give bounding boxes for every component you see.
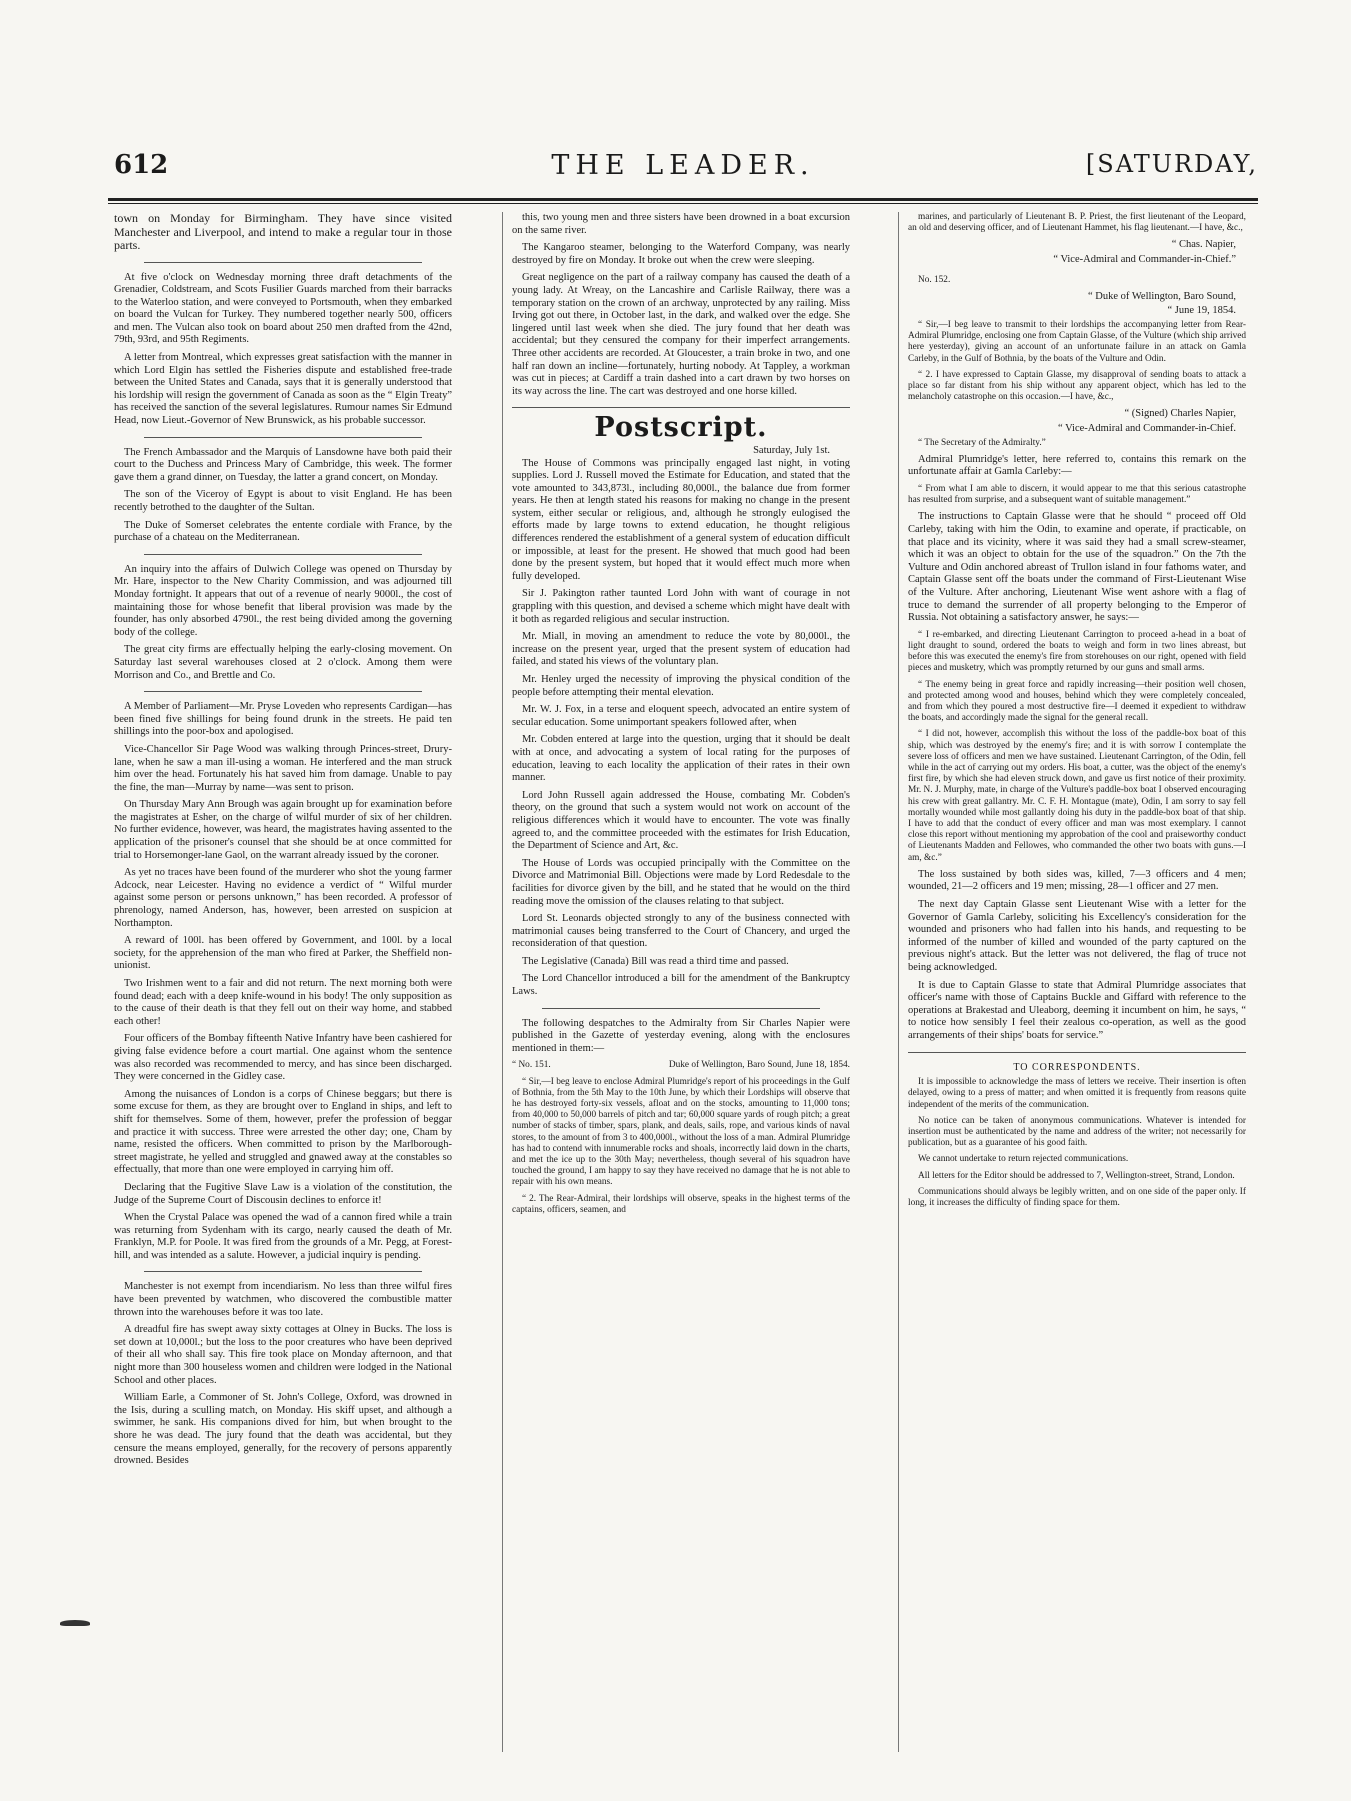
- article-paragraph: Lord St. Leonards objected strongly to any of the business connected with matrimonial causes being transferred to the Court of Chancery, and urged the reconsideration of that question.: [512, 913, 850, 950]
- page-header: [108, 150, 1258, 190]
- letter-paragraph: “ Sir,—I beg leave to transmit to their lordships the accompanying letter from Rear-Admiral Plumridge, enclosing one from Captain Glasse, of the Vulture (which ship arrived here yesterday), giving an account of an unfortunate failure in an attack on Gamla Carleby, in the Gulf of Bothnia, by the boats of the Vulture and Odin.: [908, 319, 1246, 364]
- quote-paragraph: “ I re-embarked, and directing Lieutenant Carrington to proceed a-head in a boat of light draught to sound, ordered the boats to weigh and form in two lines abreast, but before this was executed the enemy's fire from storehouses on our right, opened with field pieces and musketry, which was promptly returned by our guns and small arms.: [908, 629, 1246, 674]
- article-paragraph: The loss sustained by both sides was, killed, 7—3 officers and 4 men; wounded, 21—2 officers and 19 men; missing, 28—1 officer and 27 men.: [908, 868, 1246, 893]
- despatch-date: “ June 19, 1854.: [1167, 305, 1236, 317]
- divider: [144, 1271, 422, 1272]
- letter-paragraph: “ 2. I have expressed to Captain Glasse, my disapproval of sending boats to attack a place so far distant from his ship without any apparent object, which has led to the melancholy catastrophe on this occasion.—I have, &c.,: [908, 369, 1246, 403]
- article-paragraph: town on Monday for Birmingham. They have since visited Manchester and Liverpool, and intend to make a regular tour in those parts.: [114, 211, 452, 252]
- column-3: [908, 212, 1246, 1214]
- page-number: 612: [114, 150, 169, 180]
- article-paragraph: Mr. W. J. Fox, in a terse and eloquent speech, advocated an entire system of secular education. Some unimportant speakers followed after, when: [512, 704, 850, 728]
- despatch-place: “ Duke of Wellington, Baro Sound,: [1088, 290, 1236, 302]
- signature-title: “ Vice-Admiral and Commander-in-Chief.”: [1053, 254, 1236, 265]
- correspondents-heading: TO CORRESPONDENTS.: [1013, 1061, 1141, 1073]
- divider: [512, 407, 850, 408]
- article-paragraph: Mr. Miall, in moving an amendment to reduce the vote by 80,000l., the increase on the present year, urged that the present system of education had failed, and stated his views of the voluntary plan.: [512, 631, 850, 668]
- article-paragraph: Declaring that the Fugitive Slave Law is a violation of the constitution, the Judge of the Supreme Court of Discousin declines to enforce it!: [114, 1181, 452, 1206]
- column-1: [114, 212, 452, 1473]
- postscript-dateline: Saturday, July 1st.: [753, 444, 830, 456]
- article-paragraph: The French Ambassador and the Marquis of Lansdowne have both paid their court to the Duchess and Princess Mary of Cambridge, this week. The former gave them a grand dinner, on Tuesday, the latter a grand concert, on Monday.: [114, 446, 452, 483]
- article-paragraph: The Lord Chancellor introduced a bill for the amendment of the Bankruptcy Laws.: [512, 973, 850, 998]
- postscript-heading: Postscript.: [594, 412, 768, 444]
- article-paragraph: this, two young men and three sisters have been drowned in a boat excursion on the same river.: [512, 212, 850, 236]
- despatch-paragraph: “ 2. The Rear-Admiral, their lordships will observe, speaks in the highest terms of the captains, officers, seamen, and: [512, 1193, 850, 1215]
- letter-addressee: “ The Secretary of the Admiralty.”: [918, 437, 1046, 448]
- despatch-header: [512, 1060, 850, 1071]
- column-divider: [898, 212, 899, 1752]
- article-paragraph: It is due to Captain Glasse to state that Admiral Plumridge associates that officer's name with those of Captains Buckle and Giffard with reference to the operations at Brakestad and Uleaborg, deeming it incumbent on him, he says, “ to notice how sensibly I feel their zealous co-operation, as well as the good arrangements of their ships' boats for service.”: [908, 979, 1246, 1041]
- divider: [144, 691, 422, 692]
- article-paragraph: At five o'clock on Wednesday morning three draft detachments of the Grenadier, Coldstream, and Scots Fusilier Guards marched from their barracks to the Waterloo station, and were conveyed to Portsmouth, when they embarked on board the Vulcan for Turkey. They numbered together nearly 500, officers and men. The Vulcan also took on board about 250 men drafted from the 42nd, 79th, 93rd, and 95th Regiments.: [114, 271, 452, 346]
- article-paragraph: Among the nuisances of London is a corps of Chinese beggars; but there is some excuse for them, as they are brought over to England in ships, and left to shift for themselves. Some of them, however, prefer the profession of beggar and practice it with success. Three were arrested the other day; one, Cham by name, resisted the officers. When committed to prison by the Marlborough-street magistrate, he yelled and struggled and gnawed away at the constables so effectually, that more than one were employed in carrying him off.: [114, 1088, 452, 1176]
- article-paragraph: Vice-Chancellor Sir Page Wood was walking through Princes-street, Drury-lane, when he saw a man ill-using a woman. He interfered and the man struck him over the head. Fortunately his hat saved him from damage. Unable to pay the fine, the man—Murray by name—was sent to prison.: [114, 743, 452, 793]
- article-paragraph: Two Irishmen went to a fair and did not return. The next morning both were found dead; each with a deep knife-wound in his body! The only supposition as to the cause of their death is that they fell out on their way home, and stabbed each other!: [114, 978, 452, 1027]
- article-paragraph: The Duke of Somerset celebrates the entente cordiale with France, by the purchase of a chateau on the Mediterranean.: [114, 519, 452, 544]
- divider: [144, 437, 422, 438]
- article-paragraph: Admiral Plumridge's letter, here referred to, contains this remark on the unfortunate affair at Gamla Carleby:—: [908, 453, 1246, 478]
- notice-paragraph: We cannot undertake to return rejected communications.: [918, 1154, 1129, 1165]
- header-day: [SATURDAY,: [1085, 150, 1258, 178]
- article-paragraph: Manchester is not exempt from incendiarism. No less than three wilful fires have been prevented by watchmen, who discovered the combustible matter thrown into the warehouses before it was too late.: [114, 1281, 452, 1318]
- article-paragraph: A letter from Montreal, which expresses great satisfaction with the manner in which Lord Elgin has settled the Fisheries dispute and established free-trade between the United States and Canada, says that it is generally understood that his lordship will resign the government of Canada as soon as the “ Elgin Treaty” has received the sanction of the several legislatures. Rumour names Sir Edmund Head, now Lieut.-Governor of New Brunswick, as his probable successor.: [114, 352, 452, 427]
- article-paragraph: As yet no traces have been found of the murderer who shot the young farmer Adcock, near Leicester. Having no evidence a verdict of “ Wilful murder against some person or persons unknown,” has been recorded. A professor of phrenology, named Anderson, has, however, been arrested on suspicion at Northampton.: [114, 867, 452, 929]
- article-paragraph: The next day Captain Glasse sent Lieutenant Wise with a letter for the Governor of Gamla Carleby, soliciting his Excellency's consideration for the wounded and prisoners who had fallen into his hands, and requesting to be informed of the number of killed and wounded of the party captured on the previous night's attack. But the letter was not delivered, the flag of truce not being acknowledged.: [908, 898, 1246, 973]
- article-paragraph: On Thursday Mary Ann Brough was again brought up for examination before the magistrates at Esher, on the charge of wilful murder of six of her children. No further evidence, however, was heard, the magistrates having assented to the application of the prisoner's counsel that she should be at once committed for trial to Horsemonger-lane Gaol, on the warrant already issued by the coroner.: [114, 799, 452, 861]
- article-paragraph: The following despatches to the Admiralty from Sir Charles Napier were published in the Gazette of yesterday evening, along with the enclosures mentioned in them:—: [512, 1017, 850, 1054]
- quote-paragraph: “ The enemy being in great force and rapidly increasing—their position well chosen, and protected among wood and houses, behind which they were completely concealed, and from which they poured a most destructive fire—I deemed it expedient to withdraw the boats, and accordingly made the signal for the general recall.: [908, 679, 1246, 724]
- article-paragraph: A Member of Parliament—Mr. Pryse Loveden who represents Cardigan—has been fined five shillings for being found drunk in the streets. He paid ten shillings into the poor-box and apologised.: [114, 701, 452, 738]
- signature: “ (Signed) Charles Napier,: [1124, 408, 1236, 420]
- signature: “ Chas. Napier,: [1171, 239, 1236, 251]
- article-paragraph: A reward of 100l. has been offered by Government, and 100l. by a local society, for the apprehension of the man who fired at Parker, the Sheffield non-unionist.: [114, 935, 452, 972]
- article-paragraph: Great negligence on the part of a railway company has caused the death of a young lady. At Wreay, on the Lancashire and Carlisle Railway, there was a temporary station on the crown of an archway, unprotected by any railing. Miss Irving got out there, in October last, in the dark, and walked over the edge. She lingered until last week when she died. The jury found that her death was accidental; but they censured the company for their imperfect arrangements. Three other accidents are recorded. At Gloucester, a train broke in two, and one half ran down an incline—fortunately, hurting nobody. At Tappley, a workman was cut in pieces; at Cardiff a train dashed into a cart drawn by two horses on its way across the line. The cart was destroyed and one horse killed.: [512, 272, 850, 397]
- article-paragraph: Mr. Cobden entered at large into the question, urging that it should be dealt with at once, and advocating a system of local rating for the purposes of education, leaving to each locality the application of their rates in their own manner.: [512, 734, 850, 784]
- article-paragraph: Four officers of the Bombay fifteenth Native Infantry have been cashiered for giving false evidence before a court martial. One against whom the sentence was also recorded was recommended to mercy, and has since been discharged. They were concerned in the Gidley case.: [114, 1033, 452, 1083]
- signature-title: “ Vice-Admiral and Commander-in-Chief.: [1058, 423, 1236, 434]
- ink-smudge: [60, 1620, 90, 1626]
- article-paragraph: The Kangaroo steamer, belonging to the Waterford Company, was nearly destroyed by fire on Monday. It broke out when the crew were sleeping.: [512, 242, 850, 266]
- divider: [542, 1008, 820, 1009]
- header-rule-thin: [108, 203, 1258, 204]
- article-paragraph: The son of the Viceroy of Egypt is about to visit England. He has been recently betrothed to the daughter of the Sultan.: [114, 489, 452, 513]
- divider: [908, 1052, 1246, 1053]
- divider: [144, 262, 422, 263]
- article-paragraph: When the Crystal Palace was opened the wad of a cannon fired while a train was returning from Sydenham with its cargo, nearly caused the death of Mr. Franklyn, M.P. for Poole. It was fired from the grounds of a Mr. Pegg, at Forest-hill, and was intended as a salute. However, a judicial inquiry is pending.: [114, 1212, 452, 1261]
- masthead-title: THE LEADER.: [551, 150, 815, 181]
- article-paragraph: A dreadful fire has swept away sixty cottages at Olney in Bucks. The loss is set down at 10,000l.; but the loss to the poor creatures who have been deprived of their all who shall say. This fire took place on Monday afternoon, and that night more than 300 houseless women and children were lodged in the National School and other places.: [114, 1324, 452, 1386]
- article-paragraph: The House of Commons was principally engaged last night, in voting supplies. Lord J. Russell moved the Estimate for Education, and stated that the vote amounted to 343,873l., including 80,000l., the balance due from former years. He then at length stated his reasons for making no change in the present system, either secular or religious, and, although he strongly eulogised the efforts made by large towns to extend education, he thought religious differences rendered the establishment of a general system of education difficult or impossible, at least for the present. He showed that much good had been done by the present system, but hoped that it would effect much more when fully developed.: [512, 457, 850, 582]
- despatch-paragraph: “ Sir,—I beg leave to enclose Admiral Plumridge's report of his proceedings in the Gulf of Bothnia, from the 5th May to the 10th June, by which their Lordships will observe that he has destroyed forty-six vessels, afloat and on the stocks, amounting to 11,000 tons; from 40,000 to 50,000 barrels of pitch and tar; 60,000 square yards of rough pitch; a great number of stacks of timber, spars, plank, and deals, sails, rope, and various kinds of naval stores, to the amount of from 3 to 400,000l., without the loss of a man. Admiral Plumridge has had to contend with innumerable rocks and shoals, incorrectly laid down in the charts, and met the ice up to the 30th May; nevertheless, though several of his squadron have touched the ground, I am happy to say they have received no damage that he is not able to repair with his own means.: [512, 1076, 850, 1188]
- newspaper-page: [108, 150, 1258, 1770]
- article-paragraph: The Legislative (Canada) Bill was read a third time and passed.: [522, 955, 789, 967]
- despatch-number: “ No. 151.: [512, 1060, 551, 1071]
- article-paragraph: The instructions to Captain Glasse were that he should “ proceed off Old Carleby, taking with him the Odin, to examine and operate, if practicable, on that place and its vicinity, where it was said they had a small screw-steamer, which it was an object to obtain for the use of the squadron.” On the 7th the Vulture and Odin anchored abreast of Trullon island in four fathoms water, and Captain Glasse sent off the boats under the command of First-Lieutenant Wise of the Vulture. After anchoring, Lieutenant Wise went ashore with a flag of truce to demand the surrender of all property belonging to the Emperor of Russia. Not obtaining a satisfactory answer, he says:—: [908, 511, 1246, 624]
- article-paragraph: An inquiry into the affairs of Dulwich College was opened on Thursday by Mr. Hare, inspector to the New Charity Commission, and was adjourned till Monday fortnight. It appears that out of a revenue of nearly 9000l., the cost of maintaining those for whose benefit that liberal provision was made by the founder, has only absorbed 4790l., the rest being divided among the governing body of the college.: [114, 563, 452, 638]
- letter-paragraph: marines, and particularly of Lieutenant B. P. Priest, the first lieutenant of the Leopard, an old and deserving officer, and of Lieutenant Hammet, his flag lieutenant.—I have, &c.,: [908, 212, 1246, 234]
- divider: [144, 554, 422, 555]
- article-paragraph: Mr. Henley urged the necessity of improving the physical condition of the people before attempting their mental elevation.: [512, 674, 850, 698]
- notice-paragraph: Communications should always be legibly written, and on one side of the paper only. If long, it increases the difficulty of finding space for them.: [908, 1186, 1246, 1208]
- notice-paragraph: No notice can be taken of anonymous communications. Whatever is intended for insertion must be authenticated by the name and address of the writer; not necessarily for publication, but as a guarantee of his good faith.: [908, 1115, 1246, 1149]
- despatch-place: Duke of Wellington, Baro Sound, June 18, 1854.: [668, 1060, 850, 1071]
- quote-paragraph: “ From what I am able to discern, it would appear to me that this serious catastrophe has resulted from surprise, and a subsequent want of suitable management.”: [908, 483, 1246, 506]
- column-divider: [502, 212, 503, 1752]
- notice-paragraph: All letters for the Editor should be addressed to 7, Wellington-street, Strand, London.: [918, 1170, 1235, 1181]
- quote-paragraph: “ I did not, however, accomplish this without the loss of the paddle-box boat of this ship, which was destroyed by the enemy's fire; and it is with sorrow I contemplate the severe loss of officers and men we have sustained. Lieutenant Carrington, of the Odin, fell while in the act of carrying out my orders. His boat, a cutter, was the object of the enemy's first fire, by which she had eleven struck down, and gave us first notice of their proximity. Mr. N. J. Murphy, mate, in charge of the Vulture's paddle-box boat I observed encouraging his crew with great gallantry. Mr. C. F. H. Montague (mate), Odin, I am sorry to say fell mortally wounded while most gallantly doing his duty in the paddle-box boat of that ship. I have to add that the conduct of every officer and man was most exemplary. I cannot close this report without mentioning my approbation of the cool and praiseworthy conduct of Lieutenants Madden and Fellowes, who commanded the other two boats with guns.—I am, &c.”: [908, 729, 1246, 863]
- article-paragraph: Sir J. Pakington rather taunted Lord John with want of courage in not grappling with this question, and devised a scheme which might have dealt with it both as regarded religious and secular instruction.: [512, 588, 850, 625]
- column-2: [512, 212, 850, 1221]
- article-paragraph: Lord John Russell again addressed the House, combating Mr. Cobden's theory, on the ground that such a system would not work on account of the religious differences which it would have to encounter. The vote was finally agreed to, and the committee proceeded with the estimates for Irish Education, the Department of Science and Art, &c.: [512, 789, 850, 852]
- article-paragraph: The House of Lords was occupied principally with the Committee on the Divorce and Matrimonial Bill. Objections were made by Lord Redesdale to the facilities for divorce given by the bill, and he stated that he would on the third reading move the omission of the clauses relating to that subject.: [512, 857, 850, 907]
- despatch-number: No. 152.: [918, 274, 951, 285]
- header-rule: [108, 198, 1258, 201]
- article-paragraph: William Earle, a Commoner of St. John's College, Oxford, was drowned in the Isis, during a sculling match, on Monday. His skiff upset, and although a swimmer, he sank. His companions dived for him, but when brought to the shore he was dead. The jury found that the death was accidental, but they censure the means employed, generally, for the recovery of persons apparently drowned. Besides: [114, 1392, 452, 1467]
- article-paragraph: The great city firms are effectually helping the early-closing movement. On Saturday last several warehouses closed at 2 o'clock. Among them were Morrison and Co., and Brettle and Co.: [114, 644, 452, 681]
- notice-paragraph: It is impossible to acknowledge the mass of letters we receive. Their insertion is often delayed, owing to a press of matter; and when omitted it is frequently from reasons quite independent of the merits of the communication.: [908, 1077, 1246, 1110]
